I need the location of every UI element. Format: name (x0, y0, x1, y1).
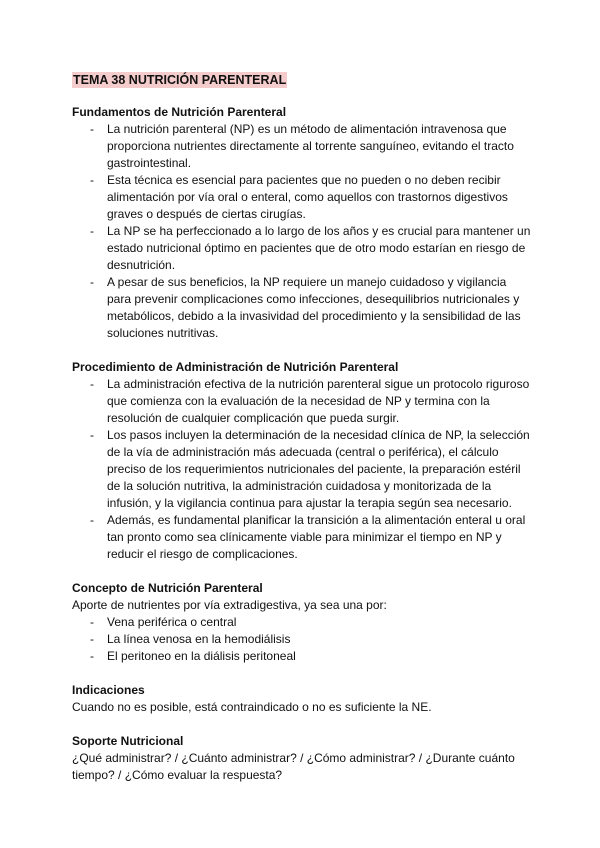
dash-marker: - (90, 377, 94, 391)
section-heading-soporte: Soporte Nutricional (72, 734, 184, 748)
list-item: - El peritoneo en la diálisis peritoneal (90, 649, 296, 663)
dash-marker: - (90, 122, 94, 136)
dash-marker: - (90, 632, 94, 646)
dash-marker: - (90, 649, 94, 663)
list-item: - Vena periférica o central (90, 615, 237, 629)
section-heading-fundamentos: Fundamentos de Nutrición Parenteral (72, 105, 287, 119)
page-title: TEMA 38 NUTRICIÓN PARENTERAL (73, 73, 287, 87)
section-heading-procedimiento: Procedimiento de Administración de Nutrición Parenteral (72, 360, 399, 374)
dash-marker: - (90, 615, 94, 629)
list-item: - La nutrición parenteral (NP) es un método de alimentación intravenosa que proporciona nutrientes directamente al torrente sanguíneo, evitando el tracto gastrointestinal. (90, 122, 514, 170)
list-item: - A pesar de sus beneficios, la NP requiere un manejo cuidadoso y vigilancia para prevenir complicaciones como infecciones, desequilibrios nutricionales y metabólicos, debido a la invasividad del procedimiento y la sensibilidad de las soluciones nutritivas. (90, 275, 521, 340)
section-heading-indicaciones: Indicaciones (72, 683, 145, 697)
list-item: - Además, es fundamental planificar la transición a la alimentación enteral u oral tan pronto como sea clínicamente viable para minimizar el tiempo en NP y reducir el riesgo de complicaciones. (90, 513, 526, 561)
bullet-list-fundamentos (72, 121, 532, 342)
list-item: - La administración efectiva de la nutrición parenteral sigue un protocolo riguroso que comienza con la evaluación de la necesidad de NP y termina con la resolución de cualquier complicación que pueda surgir. (90, 377, 530, 425)
list-item: - La NP se ha perfeccionado a lo largo de los años y es crucial para mantener un estado nutricional óptimo en pacientes que de otro modo estarían en riesgo de desnutrición. (90, 224, 531, 272)
list-item: - La línea venosa en la hemodiálisis (90, 632, 291, 646)
bullet-list-concepto (72, 614, 532, 665)
list-item: - Esta técnica es esencial para pacientes que no pueden o no deben recibir alimentación por vía oral o enteral, como aquellos con trastornos digestivos graves o después de ciertas cirugías. (90, 173, 508, 221)
section-text-indicaciones: Cuando no es posible, está contraindicado o no es suficiente la NE. (72, 700, 432, 714)
section-heading-concepto: Concepto de Nutrición Parenteral (72, 581, 263, 595)
dash-marker: - (90, 428, 94, 442)
section-intro-concepto: Aporte de nutrientes por vía extradigestiva, ya sea una por: (72, 598, 387, 612)
dash-marker: - (90, 275, 94, 289)
dash-marker: - (90, 513, 94, 527)
section-text-soporte: ¿Qué administrar? / ¿Cuánto administrar? / ¿Cómo administrar? / ¿Durante cuánto tiempo? / ¿Cómo evaluar la respuesta? (72, 751, 515, 782)
dash-marker: - (90, 173, 94, 187)
bullet-list-procedimiento (72, 376, 532, 563)
document-body (72, 104, 532, 784)
list-item: - Los pasos incluyen la determinación de la necesidad clínica de NP, la selección de la vía de administración más adecuada (central o periférica), el cálculo preciso de los requerimientos nutricionales del paciente, la preparación estéril de la solución nutritiva, la administración cuidadosa y monitorizada de la infusión, y la vigilancia continua para ajustar la terapia según sea necesario. (90, 428, 530, 510)
dash-marker: - (90, 224, 94, 238)
